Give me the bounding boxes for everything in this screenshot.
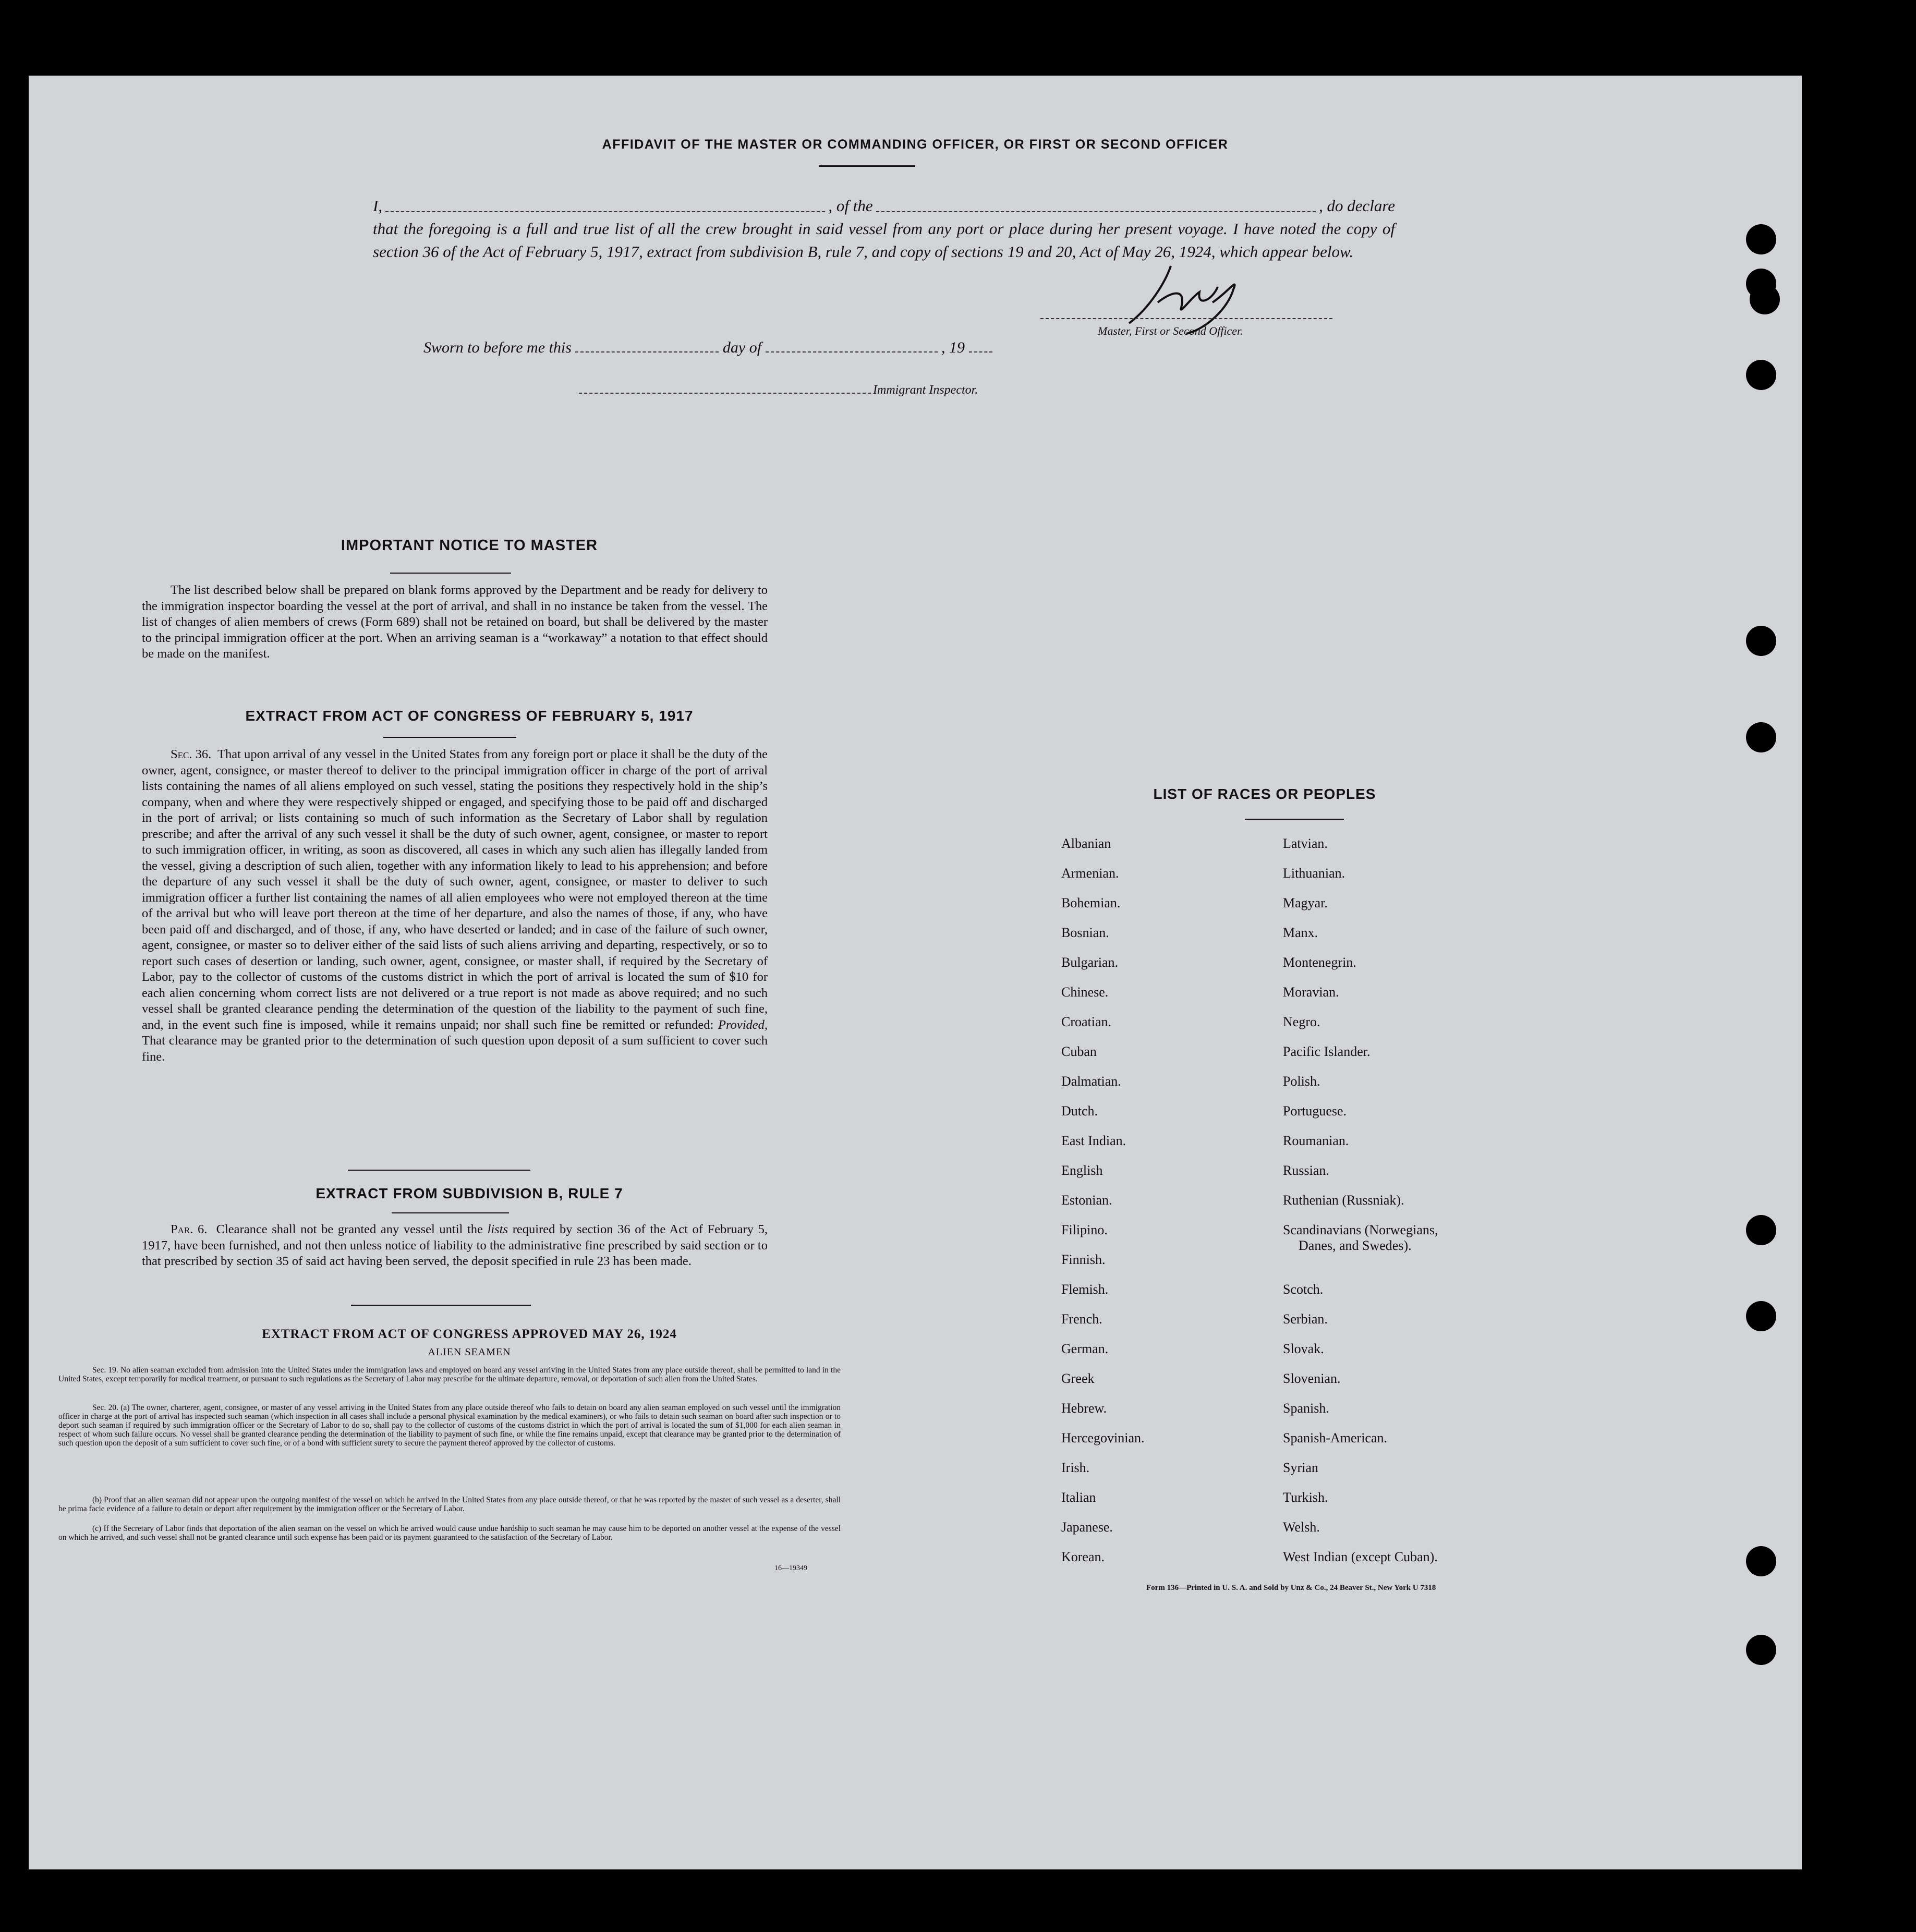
par6-label: Par. 6. [171, 1222, 208, 1236]
punch-hole [1746, 224, 1776, 254]
race-item: Greek [1061, 1371, 1095, 1386]
race-item: Bulgarian. [1061, 955, 1119, 970]
race-item: Manx. [1283, 925, 1318, 940]
race-item: Syrian [1283, 1460, 1318, 1475]
sec36-label: Sec. 36. [171, 747, 212, 761]
races-title: LIST OF RACES OR PEOPLES [1153, 786, 1376, 802]
notice-text: The list described below shall be prepared on blank forms approved by the Department and be ready for delivery to the immigration inspector boarding the vessel at the port of arrival, and shall in no instance be taken from the vessel. The list of changes of alien members of crews (Form 689) shall not be retained on board, but shall be delivered by the master to the principal immigration officer at the port. When an arriving seaman is a “workaway” a notation to that effect should be made on the manifest. [142, 583, 768, 661]
race-item: Croatian. [1061, 1014, 1112, 1029]
document-page [29, 76, 1802, 1869]
punch-hole [1746, 1215, 1776, 1245]
year-blank[interactable] [969, 347, 992, 353]
race-item: Estonian. [1061, 1193, 1112, 1208]
race-item: Latvian. [1283, 836, 1328, 851]
punch-hole [1746, 360, 1776, 390]
name-blank[interactable] [385, 195, 825, 212]
races-column-2 [1283, 836, 1438, 1579]
affidavit-text: that the foregoing is a full and true list of all the crew brought in said vessel from any port or place during her present voyage. I have noted the copy of section 36 of the Act of February 5, 1917, extract from subdivision B, rule 7, and copy of sections 19 and 20, Act of May 26, 1924, which appear below. [373, 220, 1395, 261]
sec20a-text: Sec. 20. (a) The owner, charterer, agent, consignee, or master of any vessel arriving in the United States from any place outside thereof who fails to detain on board any alien seaman employed on such vessel until the immigration officer in charge at the port of arrival has inspected such seaman (which inspection in all cases shall include a personal physical examination by the medical examiners), or who fails to detain such seaman on board after such inspection or to deport such seaman if required by such immigration officer or the Secretary of Labor to do so, shall pay to the collector of customs of the customs district in which the port of arrival is located the sum of $1,000 for each alien seaman in respect of whom such failure occurs. No vessel shall be granted clearance pending the determination of the liability to payment of such fine, or while the fine remains unpaid, except that clearance may be granted prior to the determination of such question upon the deposit of a sum sufficient to cover such fine, or of a bond with sufficient surety to secure the payment thereof approved by the collector of customs. [58, 1403, 841, 1448]
race-item: East Indian. [1061, 1133, 1126, 1148]
act1924-title: EXTRACT FROM ACT OF CONGRESS APPROVED MAY 26, 1924 [262, 1327, 677, 1341]
race-item: Magyar. [1283, 895, 1328, 910]
inspector-line [579, 383, 978, 397]
sec36-text: That upon arrival of any vessel in the United States from any foreign port or place it shall be the duty of the owner, agent, consignee, or master thereof to deliver to the principal immigration officer in charge of the port of arrival lists containing the names of all aliens employed on such vessel, stating the positions they respectively hold in the ship’s company, when and where they were respectively shipped or engaged, and specifying those to be paid off and discharged in the port of arrival; or lists containing so much of such information as the Secretary of Labor shall by regulation prescribe; and after the arrival of any such vessel it shall be the duty of such owner, agent, consignee, or master to report to such immigration officer, in writing, as soon as discovered, all cases in which any such alien has illegally landed from the vessel, giving a description of such alien, together with any information likely to lead to his apprehension; and before the departure of any such vessel it shall be the duty of such owner, agent, consignee, or master to deliver to such immigration officer a further list containing the names of all alien employees who were not employed thereon at the time of the arrival but who will leave port thereon at the time of her departure, and also the names of those, if any, who have been paid off and discharged, and of those, if any, who have deserted or landed; and in case of the failure of such owner, agent, consignee, or master so to deliver either of the said lists of such aliens arriving and departing, respectively, or so to report such cases of desertion or landing, such owner, agent, consignee, or master shall, if required by the Secretary of Labor, pay to the collector of customs of the customs district in which the port of arrival is located the sum of $10 for each alien concerning whom correct lists are not delivered or a true report is not made as above required; and no such vessel shall be granted clearance pending the determination of the question of the liability to the payment of such fine, and, in the event such fine is imposed, while it remains unpaid; nor shall such fine be remitted or refunded: [142, 747, 768, 1032]
race-item: Welsh. [1283, 1520, 1320, 1535]
race-item: Albanian [1061, 836, 1111, 851]
form-footer: Form 136—Printed in U. S. A. and Sold by Unz & Co., 24 Beaver St., New York U 7318 [1146, 1584, 1436, 1592]
month-blank[interactable] [766, 347, 938, 353]
race-item: Flemish. [1061, 1282, 1109, 1297]
race-item: French. [1061, 1311, 1102, 1327]
race-item: Spanish-American. [1283, 1430, 1388, 1445]
day-of: day of [722, 339, 762, 356]
race-item: Filipino. [1061, 1222, 1108, 1237]
race-item: Turkish. [1283, 1490, 1328, 1505]
race-item: Roumanian. [1283, 1133, 1349, 1148]
affidavit-title: AFFIDAVIT OF THE MASTER OR COMMANDING OFFICER, OR FIRST OR SECOND OFFICER [602, 137, 1229, 152]
race-item: Dalmatian. [1061, 1074, 1121, 1089]
race-item: Armenian. [1061, 866, 1119, 881]
act1917-title: EXTRACT FROM ACT OF CONGRESS OF FEBRUARY 5, 1917 [245, 708, 694, 724]
year-prefix: , 19 [941, 339, 965, 356]
par6-text-a: Clearance shall not be granted any vessel until the [216, 1222, 483, 1236]
races-column-1 [1061, 836, 1145, 1579]
punch-hole [1746, 1301, 1776, 1331]
race-item: Bosnian. [1061, 925, 1109, 940]
race-item: Italian [1061, 1490, 1096, 1505]
day-blank[interactable] [575, 347, 719, 353]
document-code: 16—19349 [774, 1564, 807, 1572]
sec20c-text: (c) If the Secretary of Labor finds that deportation of the alien seaman on the vessel on which he arrived would cause undue hardship to such seaman he may cause him to be deported on another vessel at the expense of the vessel on which he arrived, and such vessel shall not be granted clearance until such expense has been paid or its payment guaranteed to the satisfaction of the Secretary of Labor. [58, 1524, 841, 1542]
race-item: West Indian (except Cuban). [1283, 1549, 1438, 1564]
race-item: Portuguese. [1283, 1103, 1347, 1119]
inspector-blank[interactable] [579, 393, 871, 394]
race-item: Lithuanian. [1283, 866, 1345, 881]
rule7-title: EXTRACT FROM SUBDIVISION B, RULE 7 [316, 1185, 623, 1201]
race-item: Irish. [1061, 1460, 1090, 1475]
race-item: Russian. [1283, 1163, 1329, 1178]
race-item: Moravian. [1283, 985, 1339, 1000]
race-item: Slovenian. [1283, 1371, 1341, 1386]
lists-word: lists [487, 1222, 508, 1236]
master-label: Master, First or Second Officer. [1098, 324, 1243, 337]
affidavit-of-the: , of the [828, 197, 873, 215]
title-rule [819, 165, 915, 167]
inspector-label: Immigrant Inspector. [873, 383, 978, 397]
race-item: Finnish. [1061, 1252, 1106, 1267]
act1917-rule [383, 737, 516, 738]
punch-hole [1746, 626, 1776, 656]
race-item: Chinese. [1061, 985, 1109, 1000]
race-item: Pacific Islander. [1283, 1044, 1371, 1059]
sworn-prefix: Sworn to before me this [423, 339, 572, 356]
punch-hole [1746, 722, 1776, 752]
punch-hole [1746, 1635, 1776, 1665]
divider [351, 1305, 531, 1306]
rule7-text [142, 1222, 768, 1270]
race-item: English [1061, 1163, 1103, 1178]
race-item: German. [1061, 1341, 1109, 1356]
affidavit-do-declare: , do declare [1318, 197, 1396, 215]
act1917-text [142, 747, 768, 1065]
races-rule [1245, 819, 1344, 820]
sec19-text: Sec. 19. No alien seaman excluded from admission into the United States under the immigration laws and employed on board any vessel arriving in the United States from any place outside thereof, shall be permitted to land in the United States, except temporarily for medical treatment, or pursuant to such regulations as the Secretary of Labor may prescribe for the ultimate departure, removal, or deportation of such alien from the United States. [58, 1366, 841, 1383]
act1924-subtitle: ALIEN SEAMEN [428, 1346, 511, 1358]
affidavit-body [373, 195, 1395, 263]
notice-title: IMPORTANT NOTICE TO MASTER [341, 537, 598, 554]
race-item: Dutch. [1061, 1103, 1098, 1119]
race-item: Japanese. [1061, 1520, 1113, 1535]
race-item: Korean. [1061, 1549, 1105, 1564]
race-item: Cuban [1061, 1044, 1097, 1059]
sworn-line [423, 339, 992, 357]
vessel-blank[interactable] [876, 195, 1316, 212]
race-item: Bohemian. [1061, 895, 1121, 910]
affidavit-i: I, [373, 197, 383, 215]
race-item: Scandinavians (Norwegians, [1283, 1222, 1438, 1237]
provided-word: Provided, [718, 1017, 768, 1032]
rule7-rule [392, 1212, 509, 1213]
race-item: Spanish. [1283, 1401, 1329, 1416]
punch-hole [1750, 284, 1780, 314]
race-item: Ruthenian (Russniak). [1283, 1193, 1404, 1208]
master-signature-line [1040, 318, 1332, 319]
race-item: Polish. [1283, 1074, 1320, 1089]
race-item: Negro. [1283, 1014, 1320, 1029]
par6-text-b: required by section 36 of the Act of February 5, 1917, have been furnished, and not then unless notice of liability to the administrative fine prescribed by said section or to that prescribed by section 35 of said act having been served, the deposit specified in rule 23 has been made. [142, 1222, 768, 1268]
race-item: Serbian. [1283, 1311, 1328, 1327]
divider [348, 1170, 530, 1171]
race-item: Danes, and Swedes). [1299, 1238, 1412, 1253]
race-item: Hebrew. [1061, 1401, 1107, 1416]
race-item: Montenegrin. [1283, 955, 1356, 970]
race-item: Scotch. [1283, 1282, 1324, 1297]
punch-hole [1746, 1546, 1776, 1576]
sec20b-text: (b) Proof that an alien seaman did not appear upon the outgoing manifest of the vessel on which he arrived in the United States from any place outside thereof, or that he was reported by the master of such vessel as a deserter, shall be prima facie evidence of a failure to detain or deport after requirement by the immigration officer or the Secretary of Labor. [58, 1496, 841, 1513]
sec36-text-end: That clearance may be granted prior to the determination of such question upon deposit of a sum sufficient to cover such fine. [142, 1034, 768, 1064]
race-item: Hercegovinian. [1061, 1430, 1145, 1445]
notice-rule [390, 573, 511, 574]
race-item: Slovak. [1283, 1341, 1324, 1356]
